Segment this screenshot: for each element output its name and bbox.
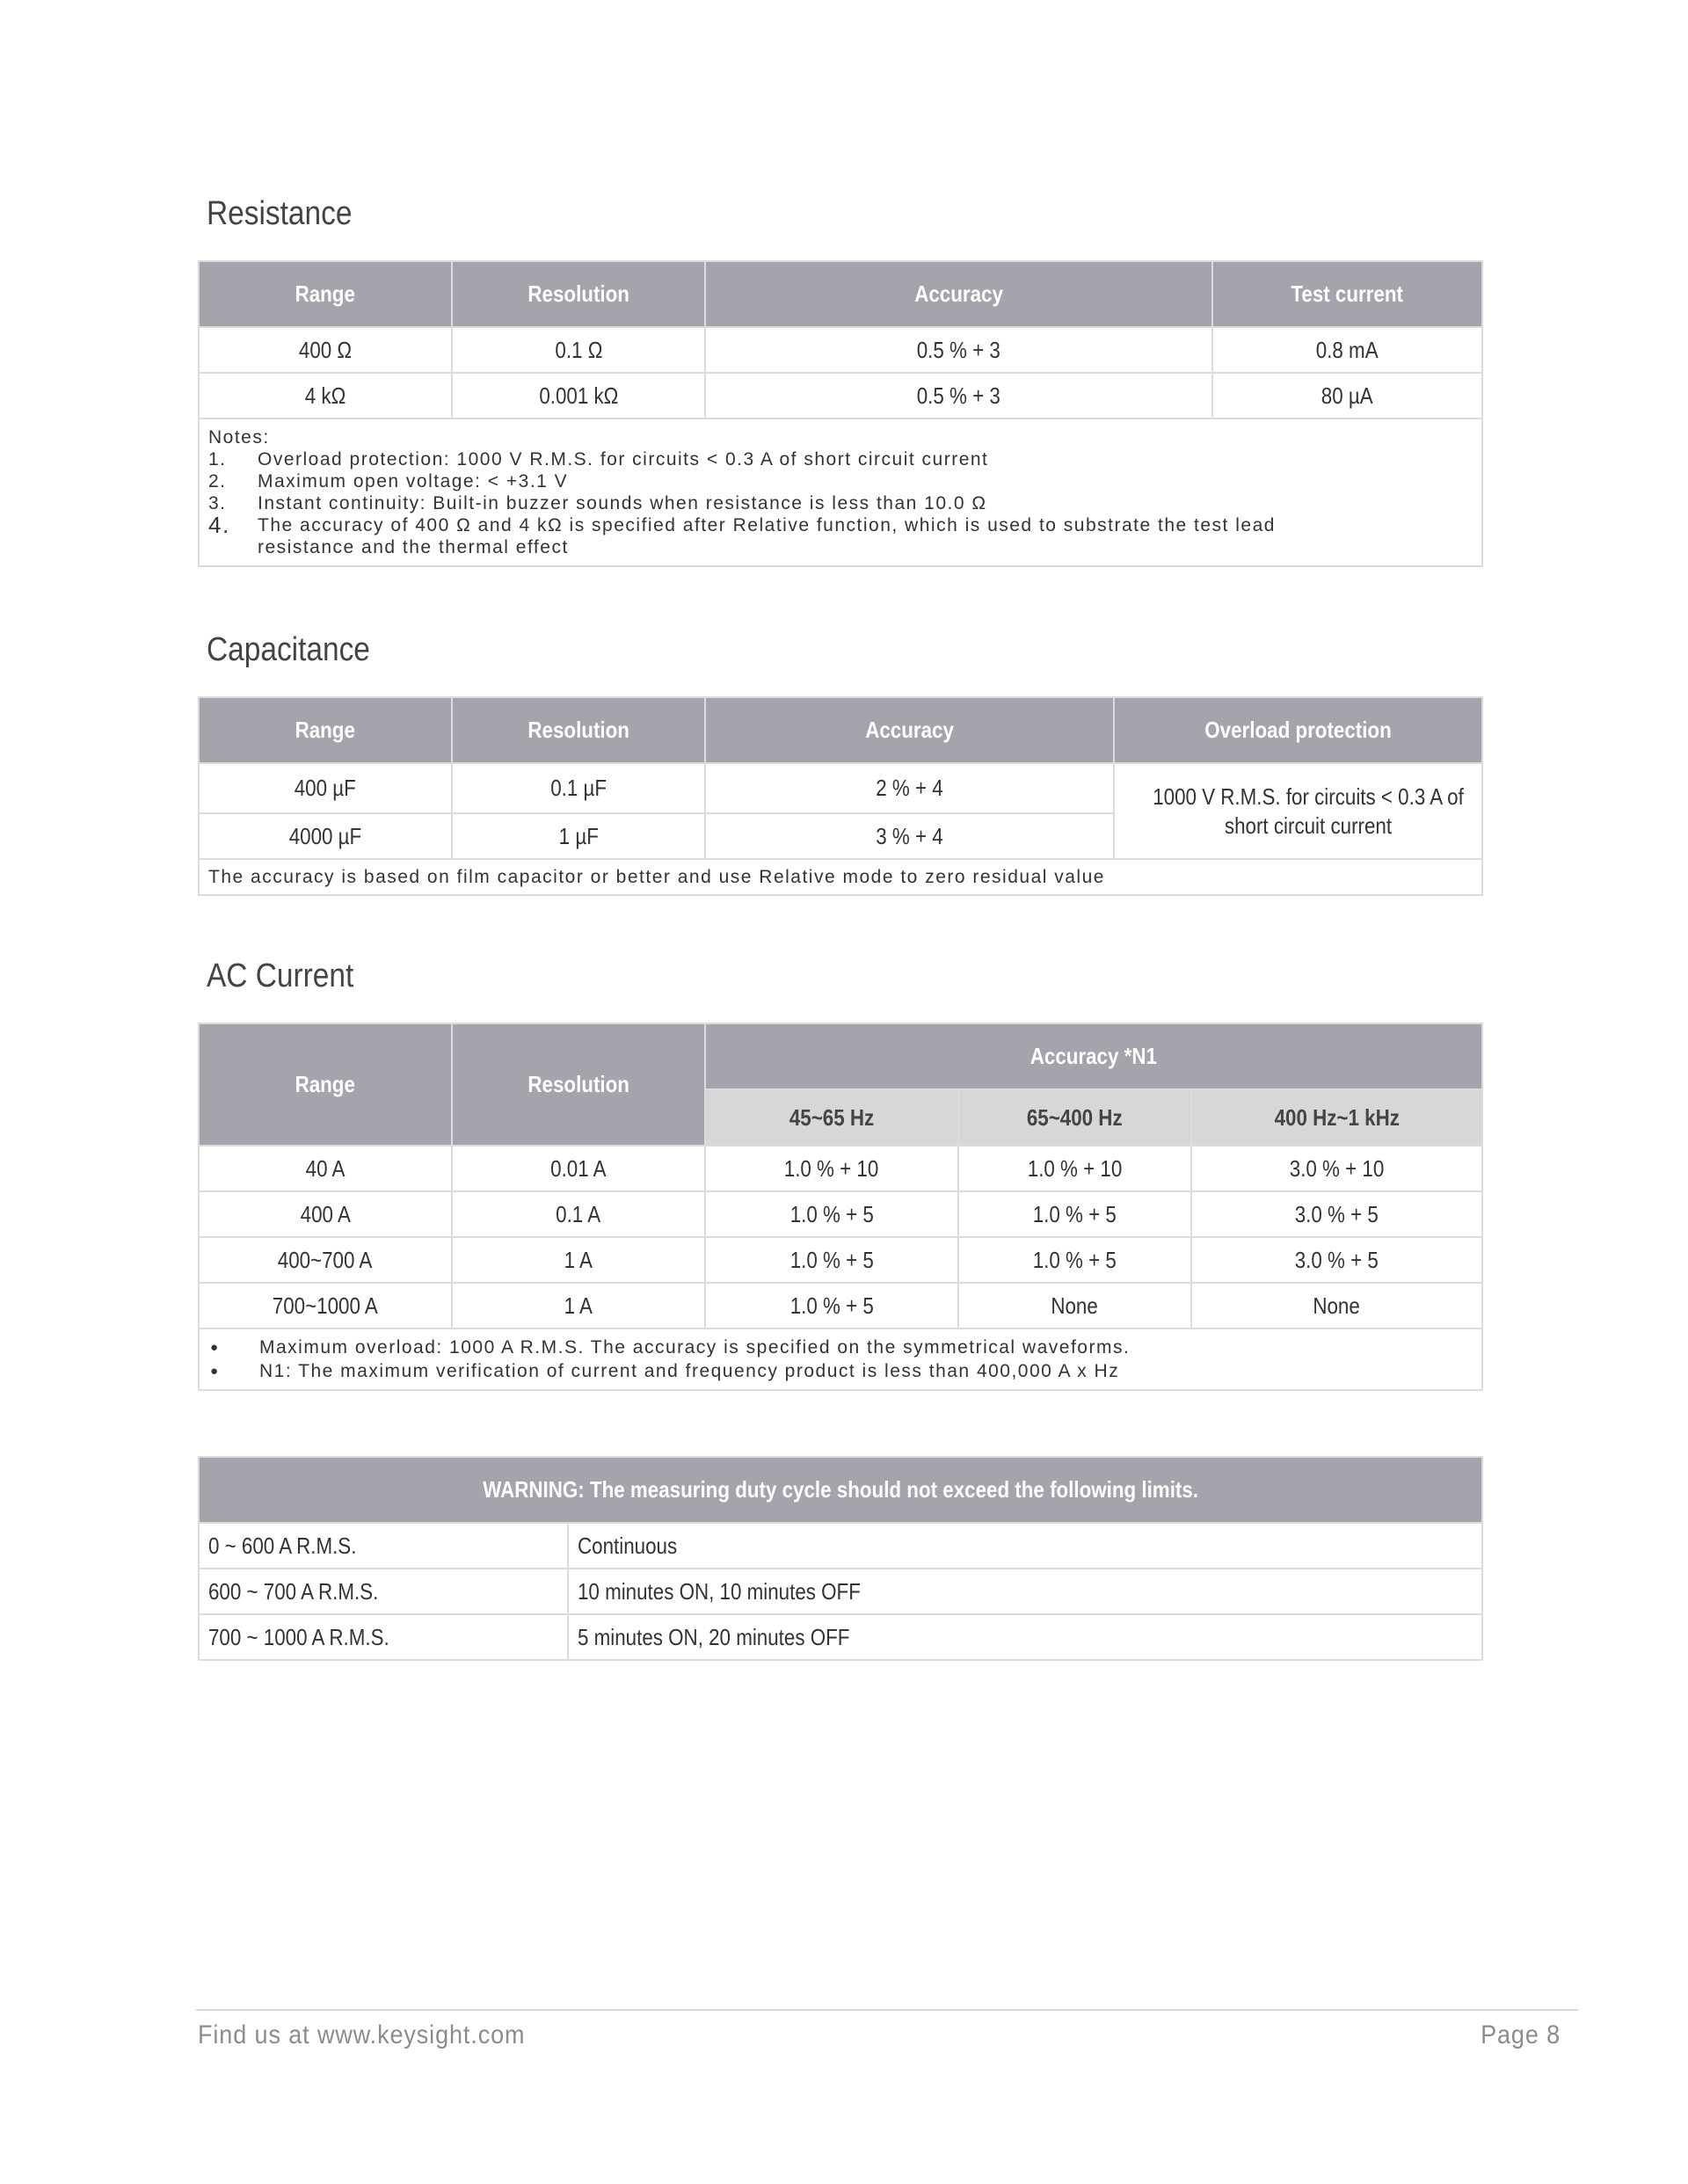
table-cell: 0.1 A — [452, 1191, 705, 1237]
warning-table — [198, 1456, 1483, 1661]
table-cell: None — [1191, 1283, 1482, 1329]
table-header-row — [199, 697, 1482, 763]
table-cell: 400 µF — [199, 763, 452, 813]
table-cell: 80 µA — [1212, 373, 1482, 419]
table-cell: 400 Ω — [199, 327, 452, 373]
table-header-row — [199, 261, 1482, 327]
note-item — [208, 514, 1473, 558]
table-row — [199, 373, 1482, 419]
table-row — [199, 1146, 1482, 1191]
subheader-cell: 65~400 Hz — [958, 1089, 1191, 1146]
bullet-icon: ● — [210, 1340, 220, 1355]
table-cell: 1.0 % + 5 — [705, 1237, 958, 1283]
bullet-item — [208, 1336, 1473, 1359]
resistance-title: Resistance — [207, 195, 353, 232]
table-cell: 0.8 mA — [1212, 327, 1482, 373]
resistance-table — [198, 260, 1483, 567]
page-number: Page 8 — [1481, 2020, 1561, 2049]
notes-row — [199, 419, 1482, 566]
table-cell: 1 µF — [452, 813, 705, 859]
table-row — [199, 1523, 1482, 1569]
header-cell: Accuracy — [705, 261, 1212, 327]
table-cell: None — [958, 1283, 1191, 1329]
table-cell: 0.5 % + 3 — [705, 327, 1212, 373]
table-cell: 0.001 kΩ — [452, 373, 705, 419]
bullets-cell — [199, 1329, 1482, 1390]
table-cell: 1.0 % + 10 — [705, 1146, 958, 1191]
table-cell: 1.0 % + 5 — [705, 1283, 958, 1329]
table-cell: 3.0 % + 5 — [1191, 1191, 1482, 1237]
note-text: Maximum open voltage: < +3.1 V — [258, 471, 569, 491]
capacitance-table — [198, 696, 1483, 896]
table-cell: 1.0 % + 5 — [958, 1237, 1191, 1283]
note-item — [208, 448, 1473, 470]
capacitance-title: Capacitance — [207, 631, 370, 668]
table-row — [199, 763, 1482, 813]
note-text: Instant continuity: Built-in buzzer sounds when resistance is less than 10.0 Ω — [258, 493, 987, 513]
note-text: Overload protection: 1000 V R.M.S. for circuits < 0.3 A of short circuit current — [258, 449, 989, 470]
table-cell: 0 ~ 600 A R.M.S. — [199, 1523, 568, 1569]
note-item — [208, 492, 1473, 514]
header-cell: Range — [199, 261, 452, 327]
table-cell: 1.0 % + 5 — [705, 1191, 958, 1237]
table-cell: 4000 µF — [199, 813, 452, 859]
table-cell: 40 A — [199, 1146, 452, 1191]
subheader-cell: 45~65 Hz — [705, 1089, 958, 1146]
note-number: 1. — [208, 449, 227, 470]
table-cell: 10 minutes ON, 10 minutes OFF — [568, 1569, 1482, 1614]
bullet-text: Maximum overload: 1000 A R.M.S. The accuracy is specified on the symmetrical waveforms. — [259, 1337, 1131, 1358]
table-cell: 400 A — [199, 1191, 452, 1237]
table-cell: 1.0 % + 5 — [958, 1191, 1191, 1237]
header-cell: Test current — [1212, 261, 1482, 327]
table-cell: 0.1 Ω — [452, 327, 705, 373]
note-item — [208, 470, 1473, 492]
overload-cell: 1000 V R.M.S. for circuits < 0.3 A of short circuit current — [1114, 763, 1482, 859]
bullet-item — [208, 1359, 1473, 1383]
table-cell: 700~1000 A — [199, 1283, 452, 1329]
warning-header: WARNING: The measuring duty cycle should not exceed the following limits. — [199, 1457, 1482, 1523]
ac-current-table — [198, 1023, 1483, 1391]
table-row — [199, 1614, 1482, 1660]
notes-label: Notes: — [208, 427, 270, 448]
table-cell: 4 kΩ — [199, 373, 452, 419]
header-cell: Overload protection — [1114, 697, 1482, 763]
table-row — [199, 1283, 1482, 1329]
table-row — [199, 1191, 1482, 1237]
table-cell: 600 ~ 700 A R.M.S. — [199, 1569, 568, 1614]
header-cell: Accuracy *N1 — [705, 1023, 1482, 1089]
table-cell: 3 % + 4 — [705, 813, 1114, 859]
subheader-cell: 400 Hz~1 kHz — [1191, 1089, 1482, 1146]
table-cell: 3.0 % + 5 — [1191, 1237, 1482, 1283]
bullet-text: N1: The maximum verification of current and frequency product is less than 400,000 A x Hz — [259, 1361, 1120, 1381]
header-cell: Resolution — [452, 697, 705, 763]
footer-website-link[interactable]: Find us at www.keysight.com — [198, 2020, 526, 2049]
notes-row — [199, 1329, 1482, 1390]
notes-cell — [199, 419, 1482, 566]
table-row — [199, 327, 1482, 373]
table-header-row — [199, 1457, 1482, 1523]
header-cell: Accuracy — [705, 697, 1114, 763]
bullet-icon: ● — [210, 1364, 220, 1379]
table-cell: 3.0 % + 10 — [1191, 1146, 1482, 1191]
table-cell: 0.5 % + 3 — [705, 373, 1212, 419]
table-cell: 5 minutes ON, 20 minutes OFF — [568, 1614, 1482, 1660]
table-row — [199, 1237, 1482, 1283]
notes-row — [199, 859, 1482, 895]
table-cell: 0.1 µF — [452, 763, 705, 813]
note-text: The accuracy of 400 Ω and 4 kΩ is specified after Relative function, which is used to substrate the test lead resistance and the thermal effect — [258, 515, 1276, 557]
note-number: 4. — [208, 512, 230, 538]
table-row — [199, 1569, 1482, 1614]
table-cell: 2 % + 4 — [705, 763, 1114, 813]
table-header-row — [199, 1023, 1482, 1089]
table-cell: Continuous — [568, 1523, 1482, 1569]
header-cell: Resolution — [452, 261, 705, 327]
header-cell: Range — [199, 697, 452, 763]
table-cell: 400~700 A — [199, 1237, 452, 1283]
ac-current-title: AC Current — [207, 957, 354, 994]
table-cell: 1 A — [452, 1237, 705, 1283]
note-number: 3. — [208, 493, 227, 513]
table-cell: 1 A — [452, 1283, 705, 1329]
footer-divider — [196, 2009, 1578, 2011]
table-cell: 1.0 % + 10 — [958, 1146, 1191, 1191]
note-number: 2. — [208, 471, 227, 491]
table-cell: 0.01 A — [452, 1146, 705, 1191]
header-cell: Resolution — [452, 1023, 705, 1146]
header-cell: Range — [199, 1023, 452, 1146]
table-cell: 700 ~ 1000 A R.M.S. — [199, 1614, 568, 1660]
capacitance-note: The accuracy is based on film capacitor or better and use Relative mode to zero residual value — [199, 859, 1482, 895]
